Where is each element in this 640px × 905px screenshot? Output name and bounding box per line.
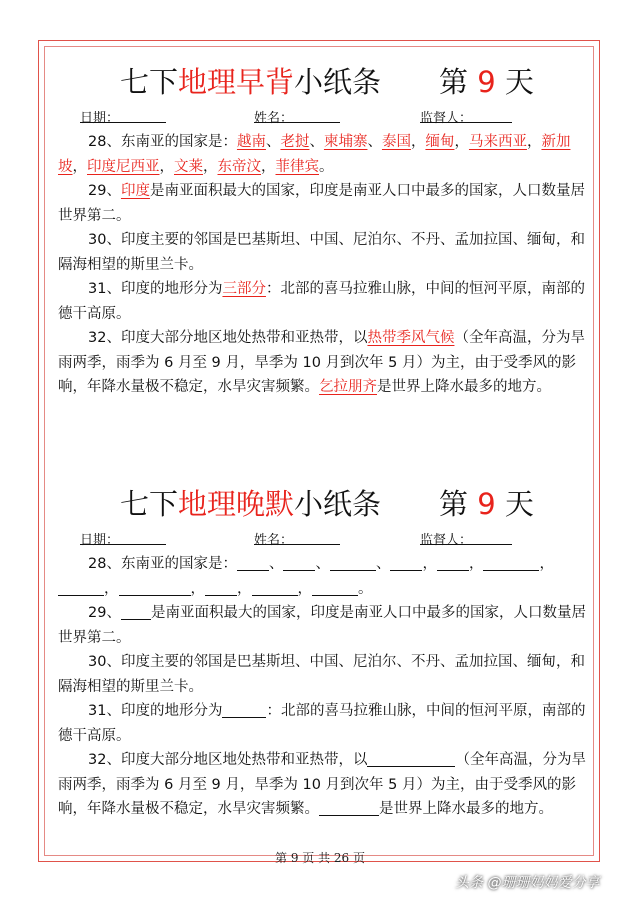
answer: 热带季风气候 xyxy=(367,330,455,346)
blank[interactable] xyxy=(367,751,455,767)
blank[interactable] xyxy=(390,555,422,571)
evening-q32: 32、印度大部分地区地处热带和亚热带，以 （全年高温，分为旱雨两季，雨季为 6 月至 9 月，旱季为 10 月到次年 5 月）为主，由于受季风的影响，年降水量极不稳定，水旱灾害频繁。 是世界上降水最多的地方。 xyxy=(58,752,586,817)
evening-q29: 29、 是南亚面积最大的国家，印度是南亚人口中最多的国家，人口数量居世界第二。 xyxy=(58,605,586,646)
answer: 老挝 xyxy=(280,134,310,150)
answer: 文莱 xyxy=(174,158,203,175)
answer: 三部分 xyxy=(222,281,266,297)
blank[interactable] xyxy=(119,580,191,596)
blank[interactable] xyxy=(237,555,269,571)
morning-q31: 31、印度的地形分为三部分：北部的喜马拉雅山脉，中间的恒河平原，南部的德干高原。 xyxy=(58,281,585,322)
blank[interactable] xyxy=(222,702,266,718)
answer: 泰国 xyxy=(381,134,411,150)
morning-title-suffix: 小纸条 xyxy=(294,65,382,99)
morning-q29: 29、印度是南亚面积最大的国家，印度是南亚人口中最多的国家，人口数量居世界第二。 xyxy=(58,183,585,224)
blank[interactable] xyxy=(205,580,237,596)
evening-title-highlight: 地理晚默 xyxy=(178,487,295,521)
blank[interactable] xyxy=(319,800,379,816)
answer: 乞拉朋齐 xyxy=(319,379,377,395)
morning-title-highlight: 地理早背 xyxy=(178,65,295,99)
answer: 东帝汶 xyxy=(217,158,261,175)
morning-title-prefix: 七下 xyxy=(120,65,179,99)
page-number: 第 9 页 共 26 页 xyxy=(275,851,365,865)
answer: 缅甸 xyxy=(425,134,455,150)
blank[interactable] xyxy=(283,555,315,571)
morning-meta-row: 日期： 姓名： 监督人： xyxy=(58,108,588,130)
evening-title-suffix: 小纸条 xyxy=(294,487,382,521)
morning-q28: 28、东南亚的国家是：越南、老挝、柬埔寨、泰国，缅甸，马来西亚，新加坡，印度尼西亚，文莱，东帝汶，菲律宾。 xyxy=(58,134,571,175)
blank[interactable] xyxy=(58,580,104,596)
blank[interactable] xyxy=(483,555,539,571)
blank[interactable] xyxy=(252,580,298,596)
morning-day xyxy=(439,60,534,104)
morning-sheet xyxy=(58,60,588,400)
answer: 菲律宾 xyxy=(275,158,319,175)
evening-day xyxy=(439,482,534,526)
evening-day-suffix: 天 xyxy=(504,487,534,521)
answer: 越南 xyxy=(236,134,266,150)
evening-title xyxy=(58,482,588,526)
answer: 印度尼西亚 xyxy=(87,158,160,175)
answer: 印度 xyxy=(120,183,150,199)
blank[interactable] xyxy=(121,604,151,620)
morning-q32: 32、印度大部分地区地处热带和亚热带，以热带季风气候（全年高温，分为旱雨两季，雨季为 6 月至 9 月，旱季为 10 月到次年 5 月）为主，由于受季风的影响，年降水量极不稳定，水旱灾害频繁。乞拉朋齐是世界上降水最多的地方。 xyxy=(58,330,585,395)
evening-q30: 30、印度主要的邻国是巴基斯坦、中国、尼泊尔、不丹、孟加拉国、缅甸，和隔海相望的斯里兰卡。 xyxy=(58,654,585,695)
evening-sheet xyxy=(58,482,588,822)
blank[interactable] xyxy=(437,555,469,571)
evening-meta-row: 日期： 姓名： 监督人： xyxy=(58,530,588,552)
watermark: 头条 @珊珊妈妈爱分享 xyxy=(455,875,600,891)
evening-day-number: 9 xyxy=(477,487,496,521)
morning-title xyxy=(58,60,588,104)
morning-day-number: 9 xyxy=(477,65,496,99)
morning-q30: 30、印度主要的邻国是巴基斯坦、中国、尼泊尔、不丹、孟加拉国、缅甸，和隔海相望的斯里兰卡。 xyxy=(58,232,585,273)
answer: 新加坡 xyxy=(58,134,571,175)
answer: 柬埔寨 xyxy=(323,134,368,150)
evening-title-prefix: 七下 xyxy=(120,487,179,521)
evening-q28: 28、东南亚的国家是： 、 、 、 ， ， ，， ， ， ， 。 xyxy=(58,552,588,601)
evening-day-prefix: 第 xyxy=(439,487,469,521)
answer: 马来西亚 xyxy=(468,134,527,150)
morning-day-prefix: 第 xyxy=(439,65,469,99)
blank[interactable] xyxy=(330,555,376,571)
morning-day-suffix: 天 xyxy=(504,65,534,99)
blank[interactable] xyxy=(312,580,358,596)
evening-q31: 31、印度的地形分为 ：北部的喜马拉雅山脉，中间的恒河平原，南部的德干高原。 xyxy=(58,703,586,744)
